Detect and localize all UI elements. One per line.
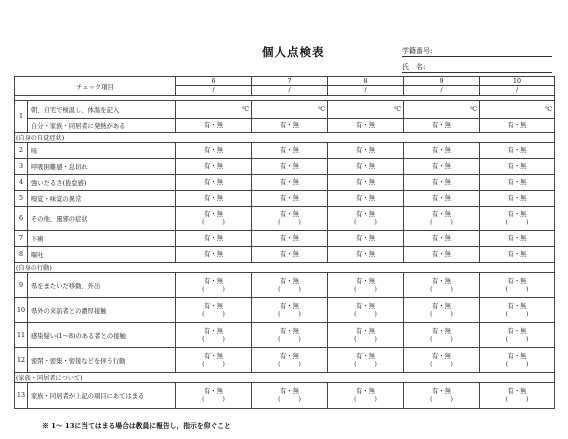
temperature-cell[interactable]: ℃	[252, 101, 328, 119]
temperature-cell[interactable]: ℃	[404, 101, 480, 119]
name-label: 氏 名:	[402, 63, 426, 71]
answer-option[interactable]: 有・無	[507, 211, 527, 218]
note-parentheses[interactable]: ( )	[354, 219, 377, 226]
answer-cell[interactable]	[404, 298, 480, 323]
answer-cell[interactable]	[404, 273, 480, 298]
note-parentheses[interactable]: ( )	[278, 360, 301, 368]
answer-option[interactable]: 有・無	[356, 388, 375, 395]
answer-cell[interactable]	[176, 298, 252, 323]
answer-cell[interactable]	[252, 273, 328, 298]
item-number: 12	[15, 348, 28, 373]
answer-option[interactable]: 有・無	[356, 352, 375, 360]
item-number: 7	[15, 231, 28, 247]
page-title: 個人点検表	[262, 45, 325, 59]
item-label: その他、風邪の症状	[28, 207, 176, 231]
note-parentheses[interactable]: ( )	[278, 335, 301, 343]
answer-option[interactable]: 有・無	[432, 352, 451, 360]
item-label: 自分・家族・同居者に発熱がある	[28, 119, 176, 133]
answer-cell[interactable]	[176, 348, 252, 373]
answer-option[interactable]: 有・無	[432, 277, 451, 285]
answer-option[interactable]: 有・無	[252, 191, 328, 207]
note-parentheses[interactable]: ( )	[278, 285, 301, 293]
day-header: 6	[176, 77, 252, 86]
answer-cell[interactable]	[480, 298, 555, 323]
item-label: 県をまたいだ移動、外出	[28, 273, 176, 298]
note-parentheses[interactable]: ( )	[430, 285, 453, 293]
answer-option[interactable]: 有・無	[280, 327, 299, 335]
item-number: 6	[15, 207, 28, 231]
answer-option[interactable]: 有・無	[507, 327, 527, 335]
answer-option[interactable]: 有・無	[280, 388, 299, 395]
answer-option[interactable]: 有・無	[480, 191, 555, 207]
answer-option[interactable]: 有・無	[280, 352, 299, 360]
temperature-cell[interactable]: ℃	[328, 101, 404, 119]
answer-cell[interactable]	[480, 207, 555, 231]
temperature-cell[interactable]: ℃	[176, 101, 252, 119]
note-parentheses[interactable]: ( )	[202, 335, 225, 343]
item-label: 咳	[28, 143, 176, 159]
answer-option[interactable]: 有・無	[280, 302, 299, 310]
note-parentheses[interactable]: ( )	[278, 310, 301, 318]
answer-option[interactable]: 有・無	[252, 143, 328, 159]
section-heading: (家族・同居者について)	[15, 373, 555, 383]
answer-cell[interactable]	[328, 323, 404, 348]
answer-option[interactable]: 有・無	[480, 143, 555, 159]
name-field[interactable]	[402, 62, 552, 72]
answer-option[interactable]: 有・無	[404, 159, 480, 175]
answer-option[interactable]: 有・無	[328, 191, 404, 207]
answer-cell[interactable]	[252, 383, 328, 409]
date-slash[interactable]: /	[404, 86, 480, 96]
item-number: 3	[15, 159, 28, 175]
answer-option[interactable]: 有・無	[176, 159, 252, 175]
note-parentheses[interactable]: ( )	[430, 310, 453, 318]
answer-option[interactable]: 有・無	[252, 119, 328, 133]
answer-option[interactable]: 有・無	[252, 159, 328, 175]
item-label: 密閉・密集・密接などを伴う行動	[28, 348, 176, 373]
answer-option[interactable]: 有・無	[280, 277, 299, 285]
answer-option[interactable]: 有・無	[432, 388, 451, 395]
answer-option[interactable]: 有・無	[204, 327, 223, 335]
answer-option[interactable]: 有・無	[252, 175, 328, 191]
item-number: 8	[15, 247, 28, 263]
date-slash[interactable]: /	[252, 86, 328, 96]
note-parentheses[interactable]: ( )	[202, 396, 225, 403]
answer-option[interactable]: 有・無	[480, 247, 555, 263]
item-label: 朝、自宅で検温し、体温を記入	[28, 101, 176, 119]
item-label: 強いだるさ(倦怠感)	[28, 175, 176, 191]
answer-option[interactable]: 有・無	[328, 231, 404, 247]
answer-option[interactable]: 有・無	[204, 388, 223, 395]
answer-cell[interactable]	[404, 207, 480, 231]
note-parentheses[interactable]: ( )	[430, 219, 453, 226]
answer-option[interactable]: 有・無	[252, 247, 328, 263]
note-parentheses[interactable]: ( )	[430, 396, 453, 403]
temperature-cell[interactable]: ℃	[480, 101, 555, 119]
answer-option[interactable]: 有・無	[507, 302, 527, 310]
note-parentheses[interactable]: ( )	[505, 310, 529, 318]
item-number: 11	[15, 323, 28, 348]
answer-cell[interactable]	[176, 383, 252, 409]
answer-cell[interactable]	[252, 348, 328, 373]
answer-cell[interactable]	[480, 323, 555, 348]
check-table	[14, 76, 555, 409]
answer-option[interactable]: 有・無	[480, 159, 555, 175]
day-header: 7	[252, 77, 328, 86]
answer-cell[interactable]	[328, 207, 404, 231]
item-label: 感染疑い(1～8)のある者との接触	[28, 323, 176, 348]
note-parentheses[interactable]: ( )	[505, 396, 529, 403]
answer-option[interactable]: 有・無	[507, 352, 527, 360]
answer-option[interactable]: 有・無	[328, 159, 404, 175]
item-label: 県外の来訪者との濃厚接触	[28, 298, 176, 323]
answer-option[interactable]: 有・無	[176, 247, 252, 263]
check-item-header: チェック項目	[15, 77, 176, 96]
answer-cell[interactable]	[252, 298, 328, 323]
answer-cell[interactable]	[480, 273, 555, 298]
answer-option[interactable]: 有・無	[328, 247, 404, 263]
footnote: ※ 1～ 13に当てはまる場合は教員に報告し，指示を仰ぐこと	[42, 422, 231, 430]
answer-option[interactable]: 有・無	[176, 231, 252, 247]
answer-option[interactable]: 有・無	[204, 277, 223, 285]
answer-cell[interactable]	[328, 348, 404, 373]
name-underline	[402, 72, 552, 73]
answer-cell[interactable]	[404, 323, 480, 348]
item-number: 13	[15, 383, 28, 409]
answer-option[interactable]: 有・無	[176, 191, 252, 207]
answer-option[interactable]: 有・無	[356, 327, 375, 335]
date-slash[interactable]: /	[480, 86, 555, 96]
note-parentheses[interactable]: ( )	[202, 219, 225, 226]
note-parentheses[interactable]: ( )	[202, 360, 225, 368]
note-parentheses[interactable]: ( )	[354, 310, 377, 318]
day-header: 8	[328, 77, 404, 86]
answer-cell[interactable]	[252, 207, 328, 231]
day-header: 10	[480, 77, 555, 86]
answer-option[interactable]: 有・無	[328, 143, 404, 159]
answer-option[interactable]: 有・無	[480, 231, 555, 247]
note-parentheses[interactable]: ( )	[354, 285, 377, 293]
answer-option[interactable]: 有・無	[432, 211, 451, 218]
section-heading: (自身の行動)	[15, 263, 555, 273]
answer-option[interactable]: 有・無	[432, 327, 451, 335]
answer-cell[interactable]	[252, 323, 328, 348]
day-header: 9	[404, 77, 480, 86]
answer-option[interactable]: 有・無	[176, 175, 252, 191]
answer-option[interactable]: 有・無	[480, 119, 555, 133]
answer-option[interactable]: 有・無	[507, 277, 527, 285]
item-label: 家族・同居者が上記の項目にあてはまる	[28, 383, 176, 409]
answer-option[interactable]: 有・無	[404, 231, 480, 247]
item-number: 5	[15, 191, 28, 207]
answer-option[interactable]: 有・無	[507, 388, 527, 395]
answer-cell[interactable]	[176, 273, 252, 298]
answer-option[interactable]: 有・無	[328, 119, 404, 133]
answer-option[interactable]: 有・無	[328, 175, 404, 191]
note-parentheses[interactable]: ( )	[202, 310, 225, 318]
answer-cell[interactable]	[480, 383, 555, 409]
answer-option[interactable]: 有・無	[176, 119, 252, 133]
note-parentheses[interactable]: ( )	[505, 360, 529, 368]
answer-option[interactable]: 有・無	[356, 277, 375, 285]
date-slash[interactable]: /	[328, 86, 404, 96]
answer-cell[interactable]	[404, 348, 480, 373]
item-number: 10	[15, 298, 28, 323]
note-parentheses[interactable]: ( )	[278, 396, 301, 403]
answer-cell[interactable]	[328, 273, 404, 298]
answer-option[interactable]: 有・無	[432, 302, 451, 310]
student-id-label: 学籍番号:	[402, 47, 433, 55]
answer-cell[interactable]	[176, 207, 252, 231]
answer-option[interactable]: 有・無	[204, 302, 223, 310]
note-parentheses[interactable]: ( )	[278, 219, 301, 226]
item-label: 嗅覚・味覚の異常	[28, 191, 176, 207]
note-parentheses[interactable]: ( )	[505, 335, 529, 343]
section-heading: (自身の自覚症状)	[15, 133, 555, 143]
answer-cell[interactable]	[480, 348, 555, 373]
item-number: 9	[15, 273, 28, 298]
answer-option[interactable]: 有・無	[176, 143, 252, 159]
note-parentheses[interactable]: ( )	[430, 335, 453, 343]
answer-option[interactable]: 有・無	[280, 211, 299, 218]
student-id-field[interactable]	[402, 46, 552, 56]
item-number: 4	[15, 175, 28, 191]
item-number: 1	[15, 101, 28, 133]
note-parentheses[interactable]: ( )	[505, 285, 529, 293]
item-label: 下痢	[28, 231, 176, 247]
answer-option[interactable]: 有・無	[404, 247, 480, 263]
answer-option[interactable]: 有・無	[404, 175, 480, 191]
answer-option[interactable]: 有・無	[356, 302, 375, 310]
note-parentheses[interactable]: ( )	[505, 219, 529, 226]
item-label: 嘔吐	[28, 247, 176, 263]
answer-cell[interactable]	[328, 298, 404, 323]
note-parentheses[interactable]: ( )	[430, 360, 453, 368]
answer-option[interactable]: 有・無	[404, 191, 480, 207]
answer-option[interactable]: 有・無	[356, 211, 375, 218]
item-number: 2	[15, 143, 28, 159]
note-parentheses[interactable]: ( )	[354, 335, 377, 343]
student-id-underline	[402, 56, 552, 57]
answer-option[interactable]: 有・無	[204, 211, 223, 218]
date-slash[interactable]: /	[176, 86, 252, 96]
note-parentheses[interactable]: ( )	[354, 396, 377, 403]
answer-cell[interactable]	[328, 383, 404, 409]
answer-option[interactable]: 有・無	[252, 231, 328, 247]
note-parentheses[interactable]: ( )	[202, 285, 225, 293]
answer-cell[interactable]	[176, 323, 252, 348]
answer-option[interactable]: 有・無	[404, 119, 480, 133]
answer-option[interactable]: 有・無	[204, 352, 223, 360]
answer-option[interactable]: 有・無	[480, 175, 555, 191]
answer-cell[interactable]	[404, 383, 480, 409]
answer-option[interactable]: 有・無	[404, 143, 480, 159]
item-label: 呼吸困難感・息切れ	[28, 159, 176, 175]
note-parentheses[interactable]: ( )	[354, 360, 377, 368]
